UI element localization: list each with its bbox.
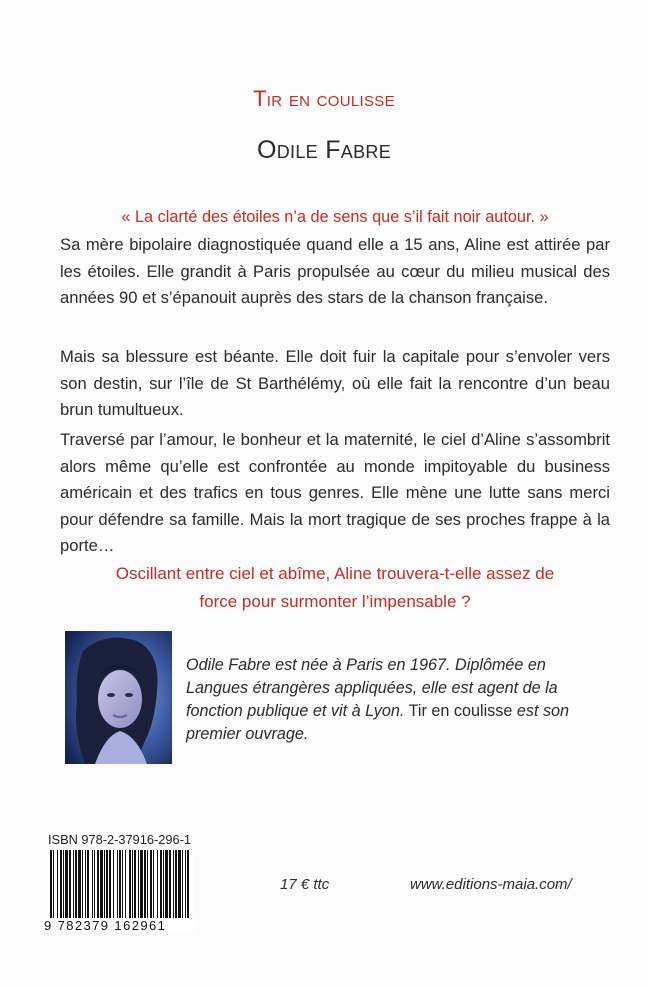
barcode-bar	[87, 850, 89, 918]
barcode-bar	[160, 850, 162, 918]
barcode-bar	[104, 850, 105, 918]
book-title: Tir en coulisse	[253, 86, 395, 111]
barcode-bar	[92, 850, 93, 918]
author-bio-ending: est son premier ouvrage.	[186, 702, 570, 743]
author-photo	[65, 631, 172, 764]
summary-paragraph-3: Traversé par l’amour, le bonheur et la maternité, le ciel d’Aline s’assombrit alors même qu’elle est confrontée au monde impitoyable du business américain et des trafics en tous genres. Elle mène une lutte sans merci pour défendre sa famille. Mais la mort tragique de ses proches frappe à la porte…	[60, 430, 610, 555]
barcode-digits: 9 782379 162961	[44, 918, 196, 933]
barcode-bar	[113, 850, 114, 918]
barcode-bar	[182, 850, 183, 918]
summary-paragraph-1: Sa mère bipolaire diagnostiquée quand elle a 15 ans, Aline est attirée par les étoiles. Elle grandit à Paris propulsée au cœur du milieu musical des années 90 et s’épanouit auprès des stars de la chanson française.	[60, 235, 610, 307]
barcode-bar	[119, 850, 121, 918]
barcode-bar	[153, 850, 154, 918]
barcode-bar	[63, 850, 64, 918]
barcode-bar	[147, 850, 148, 918]
barcode-bar	[169, 850, 171, 918]
barcode-bar	[69, 850, 71, 918]
barcode-bar	[163, 850, 164, 918]
barcode-bar	[132, 850, 133, 918]
author-portrait-image	[65, 631, 172, 764]
barcode-bar	[78, 850, 81, 918]
barcode-bar	[60, 850, 62, 918]
barcode-bar	[144, 850, 146, 918]
author-name: Odile Fabre	[257, 136, 391, 164]
barcode-bar	[157, 850, 158, 918]
author-bio-text: Odile Fabre est née à Paris en 1967. Diplômée en Langues étrangères appliquées, elle est agent de la fonction publique et vit à Lyon.	[186, 656, 558, 720]
barcode-bars	[48, 850, 193, 918]
barcode-bar	[129, 850, 131, 918]
barcode-bar	[185, 850, 186, 918]
closing-question: Oscillant entre ciel et abîme, Aline trouvera-t-elle assez de force pour surmonter l’impensable ?	[115, 564, 555, 611]
barcode-bar	[82, 850, 83, 918]
barcode-bar	[150, 850, 152, 918]
barcode-bar	[50, 850, 52, 918]
barcode-bar	[175, 850, 177, 918]
barcode-bar	[73, 850, 74, 918]
author-bio	[186, 654, 612, 746]
price: 17 € ttc	[280, 876, 330, 893]
barcode-bar	[140, 850, 143, 918]
barcode-bar	[134, 850, 136, 918]
barcode-bar	[187, 850, 189, 918]
barcode-bar	[165, 850, 168, 918]
barcode-bar	[53, 850, 54, 918]
barcode-bar	[57, 850, 58, 918]
barcode-bar	[106, 850, 108, 918]
barcode-bar	[178, 850, 181, 918]
barcode-bar	[122, 850, 123, 918]
barcode-bar	[138, 850, 139, 918]
barcode-bar	[117, 850, 118, 918]
barcode-bar	[85, 850, 86, 918]
barcode-bar	[97, 850, 99, 918]
barcode-bar	[109, 850, 111, 918]
barcode-bar	[94, 850, 95, 918]
barcode-bar	[65, 850, 68, 918]
summary-paragraph-2: Mais sa blessure est béante. Elle doit fuir la capitale pour s’envoler vers son destin, sur l’île de St Barthélémy, où elle fait la rencontre d’un beau brun tumultueux.	[60, 347, 610, 419]
barcode-bar	[125, 850, 126, 918]
author-bio-book-title: Tir en coulisse	[404, 702, 517, 720]
epigraph-quote: « La clarté des étoiles n’a de sens que s’il fait noir autour. »	[121, 208, 549, 226]
publisher-website: www.editions-maia.com/	[410, 876, 572, 893]
barcode-bar	[100, 850, 103, 918]
barcode-bar	[173, 850, 174, 918]
barcode-bar	[75, 850, 77, 918]
isbn-label: ISBN 978-2-37916-296-1	[48, 832, 191, 847]
